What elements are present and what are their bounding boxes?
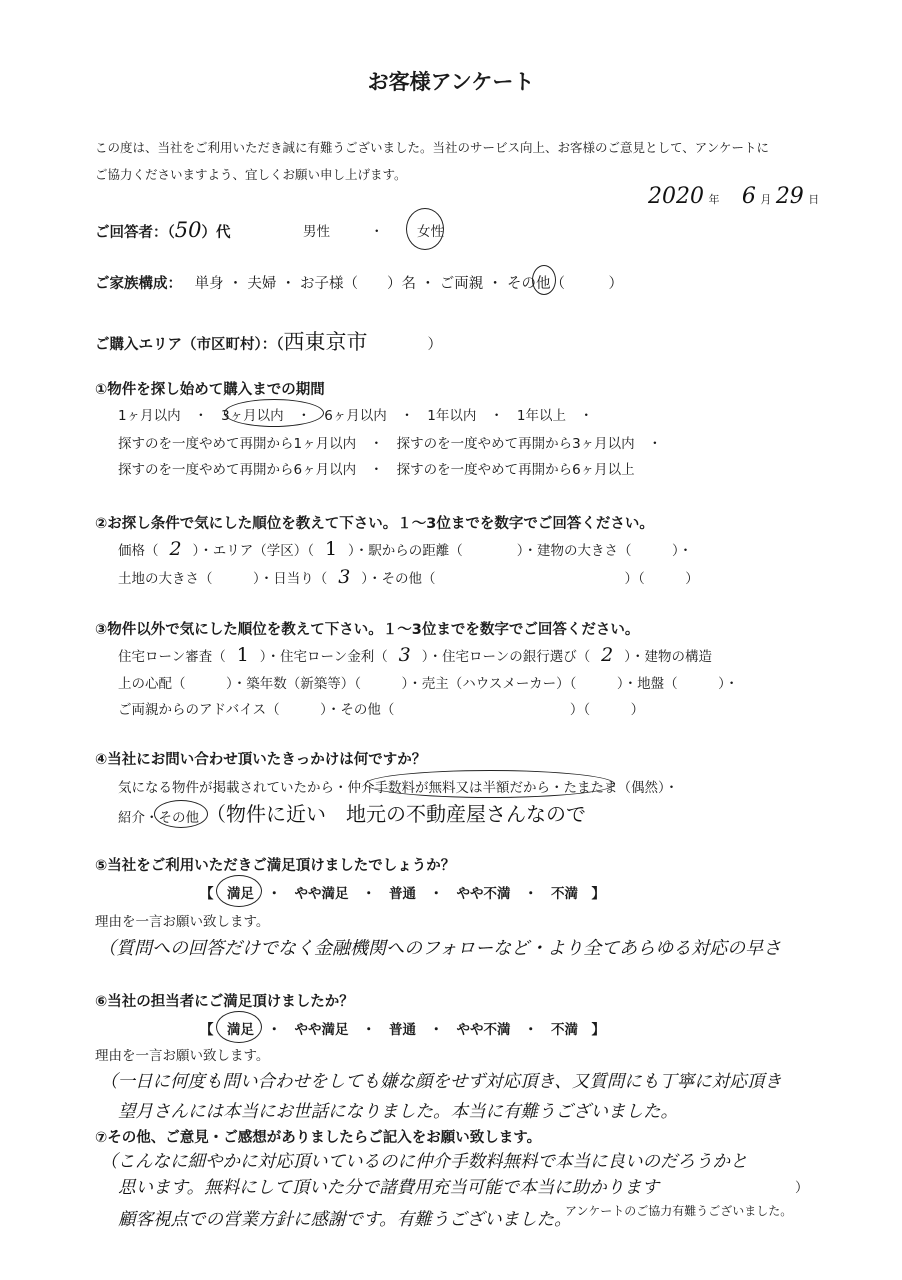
q6-reason-label: 理由を一言お願い致します。 — [95, 1048, 270, 1064]
q1-option-6months[interactable]: 6ヶ月以内 — [324, 408, 387, 424]
q2-price-rank[interactable]: 2 — [169, 538, 182, 560]
q2-sun-rank[interactable]: 3 — [338, 566, 351, 588]
date-field[interactable] — [648, 184, 819, 209]
family-option-single[interactable]: 単身 — [194, 276, 224, 292]
date-day: 29 — [775, 184, 804, 209]
area-value[interactable]: 西東京市 — [283, 330, 368, 354]
q1-options-line-1: 1ヶ月以内 ・ 3ヶ月以内 ・ 6ヶ月以内 ・ 1年以内 ・ 1年以上 ・ — [118, 408, 593, 424]
q3-structure-label: ）・建物の構造 — [624, 649, 712, 665]
area-close: ） — [427, 337, 442, 353]
q3-bank-rank[interactable]: 2 — [601, 644, 614, 666]
q1-option-1month[interactable]: 1ヶ月以内 — [118, 408, 181, 424]
q6-scale: 【 満足 ・ やや満足 ・ 普通 ・ やや不満 ・ 不満 】 — [200, 1022, 605, 1038]
q1-heading: ①物件を探し始めて購入までの期間 — [95, 382, 325, 398]
q7-comment-line-1[interactable]: （こんなに細やかに対応頂いているのに仲介手数料無料で本当に良いのだろうかと — [100, 1152, 748, 1172]
area-row — [95, 326, 442, 356]
q3-loan-review-rank[interactable]: 1 — [236, 644, 249, 666]
family-row: ご家族構成： 単身 ・ 夫婦 ・ お子様（ ）名 ・ ご両親 ・ その他（ ） — [95, 276, 623, 292]
q4-line-2: 紹介・その他 — [118, 810, 199, 826]
q3-line-2[interactable]: 上の心配（ ）・築年数（新築等）（ ）・売主（ハウスメーカー）（ ）・地盤（ ）・ — [118, 676, 739, 692]
q4-line-1: 気になる物件が掲載されていたから・仲介手数料が無料又は半額だから・たまたま（偶然）・ — [118, 780, 679, 796]
q1-option-over-1year[interactable]: 1年以上 — [516, 408, 566, 424]
date-year-label: 年 — [708, 193, 720, 206]
q4-option-referral[interactable]: 紹介 — [118, 810, 145, 826]
date-month-label: 月 — [760, 193, 772, 206]
intro-line-2: ご協力くださいますよう、宜しくお願い申し上げます。 — [95, 167, 407, 182]
q1-option-3months[interactable]: 3ヶ月以内 — [221, 408, 284, 424]
q4-option-chance[interactable]: たまたま（偶然） — [563, 780, 665, 796]
q2-other-label: ）・その他（ ）（ ） — [361, 571, 699, 587]
family-option-couple[interactable]: 夫婦 — [247, 276, 277, 292]
q5-reason-label: 理由を一言お願い致します。 — [95, 914, 270, 930]
q4-option-listing[interactable]: 気になる物件が掲載されていたから — [118, 780, 334, 796]
respondent-age-suffix: ）代 — [201, 225, 231, 241]
q2-line-1 — [118, 538, 692, 560]
area-label: ご購入エリア（市区町村）：（ — [95, 337, 284, 353]
q2-price-label: 価格（ — [118, 543, 159, 559]
q3-loan-rate-rank[interactable]: 3 — [398, 644, 411, 666]
intro-line-1: この度は、当社をご利用いただき誠に有難うございました。当社のサービス向上、お客様のご意見として、アンケートに — [95, 140, 770, 155]
q1-options-line-3[interactable]: 探すのを一度やめて再開から6ヶ月以内 ・ 探すのを一度やめて再開から6ヶ月以上 — [118, 462, 635, 478]
date-month: 6 — [741, 184, 756, 209]
q7-comment-close: ） — [795, 1180, 809, 1196]
q4-heading: ④当社にお問い合わせ頂いたきっかけは何ですか？ — [95, 752, 427, 768]
q6-option-somewhat-dissatisfied[interactable]: やや不満 — [456, 1022, 511, 1038]
selection-circle-fee — [365, 770, 615, 798]
family-option-parents[interactable]: ご両親 — [439, 276, 484, 292]
date-year: 2020 — [648, 184, 704, 209]
q3-loan-rate-label: ）・住宅ローン金利（ — [259, 649, 388, 665]
selection-circle-q6-satisfied — [216, 1011, 262, 1043]
q7-comment-line-2[interactable]: 思います。無料にして頂いた分で諸費用充当可能で本当に助かります — [118, 1178, 660, 1198]
q3-heading: ③物件以外で気にした順位を教えて下さい。１～3位までを数字でご回答ください。 — [95, 622, 640, 638]
family-label: ご家族構成： — [95, 276, 182, 292]
q6-reason-line-2[interactable]: 望月さんには本当にお世話になりました。本当に有難うございました。 — [118, 1102, 678, 1122]
q5-option-neutral[interactable]: 普通 — [389, 886, 416, 902]
q3-loan-review-label: 住宅ローン審査（ — [118, 649, 226, 665]
q3-line-1 — [118, 644, 712, 666]
q5-option-dissatisfied[interactable]: 不満 — [551, 886, 578, 902]
family-option-children[interactable]: お子様（ ）名 — [300, 276, 417, 292]
q2-land-label: 土地の大きさ（ ）・日当り（ — [118, 571, 328, 587]
selection-circle-female — [406, 208, 444, 250]
q5-reason-text[interactable]: （質問への回答だけでなく金融機関へのフォローなど・より全てあらゆる対応の早さ — [98, 938, 782, 959]
q7-heading: ⑦その他、ご意見・ご感想がありましたらご記入をお願い致します。 — [95, 1130, 542, 1146]
q6-reason-line-1[interactable]: （一日に何度も問い合わせをしても嫌な顔をせず対応頂き、又質問にも丁寧に対応頂き — [100, 1072, 782, 1092]
gender-male[interactable]: 男性 — [303, 224, 330, 240]
thanks-note: アンケートのご協力有難うございました。 — [565, 1204, 793, 1218]
selection-circle-other — [154, 800, 208, 828]
date-day-label: 日 — [808, 193, 820, 206]
q6-option-satisfied[interactable]: 満足 — [227, 1022, 254, 1038]
q1-option-1year[interactable]: 1年以内 — [427, 408, 477, 424]
selection-circle-q5-satisfied — [216, 875, 262, 907]
family-option-other[interactable]: その他（ ） — [506, 276, 623, 292]
q2-station-label: ）・駅からの距離（ ）・建物の大きさ（ ）・ — [348, 543, 693, 559]
respondent-row — [95, 218, 230, 242]
q5-option-somewhat-dissatisfied[interactable]: やや不満 — [456, 886, 511, 902]
q6-heading: ⑥当社の担当者にご満足頂けましたか？ — [95, 994, 354, 1010]
q5-scale: 【 満足 ・ やや満足 ・ 普通 ・ やや不満 ・ 不満 】 — [200, 886, 605, 902]
q5-option-satisfied[interactable]: 満足 — [227, 886, 254, 902]
q5-heading: ⑤当社をご利用いただきご満足頂けましたでしょうか？ — [95, 858, 456, 874]
gender-separator: ・ — [370, 224, 384, 240]
q1-options-line-2[interactable]: 探すのを一度やめて再開から1ヶ月以内 ・ 探すのを一度やめて再開から3ヶ月以内 ・ — [118, 436, 662, 452]
q2-line-2 — [118, 566, 699, 588]
q6-option-somewhat-satisfied[interactable]: やや満足 — [294, 1022, 349, 1038]
gender-female[interactable]: 女性 — [417, 224, 444, 240]
q6-option-neutral[interactable]: 普通 — [389, 1022, 416, 1038]
respondent-age[interactable]: 50 — [174, 218, 202, 242]
respondent-label: ご回答者：（ — [95, 225, 175, 241]
q3-line-3[interactable]: ご両親からのアドバイス（ ）・その他（ ）（ ） — [118, 702, 645, 718]
q5-option-somewhat-satisfied[interactable]: やや満足 — [294, 886, 349, 902]
q3-bank-label: ）・住宅ローンの銀行選び（ — [421, 649, 591, 665]
q6-option-dissatisfied[interactable]: 不満 — [551, 1022, 578, 1038]
q2-heading: ②お探し条件で気にした順位を教えて下さい。１～3位までを数字でご回答ください。 — [95, 516, 654, 532]
q7-comment-line-3[interactable]: 顧客視点での営業方針に感謝です。有難うございました。 — [118, 1210, 572, 1230]
q2-area-label: ）・エリア（学区）（ — [192, 543, 314, 559]
selection-circle-parents — [532, 265, 556, 295]
q4-option-fee[interactable]: 仲介手数料が無料又は半額だから — [347, 780, 550, 796]
q4-other-text[interactable]: （物件に近い 地元の不動産屋さんなので — [206, 802, 586, 826]
page-title: お客様アンケート — [367, 69, 535, 94]
q4-option-other[interactable]: その他 — [158, 810, 199, 826]
selection-circle-3months — [224, 399, 324, 427]
q2-area-rank[interactable]: 1 — [324, 538, 338, 560]
